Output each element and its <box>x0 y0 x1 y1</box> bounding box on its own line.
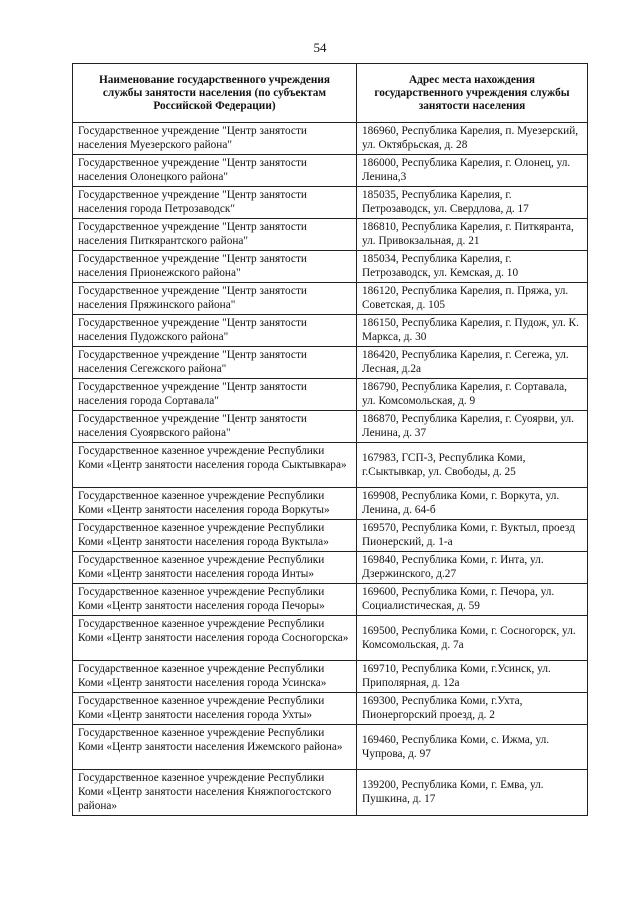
institution-name-cell: Государственное казенное учреждение Республики Коми «Центр занятости населения города Печоры» <box>73 584 357 616</box>
address-cell: 169570, Республика Коми, г. Вуктыл, проезд Пионерский, д. 1-а <box>357 520 588 552</box>
institution-name-cell: Государственное казенное учреждение Республики Коми «Центр занятости населения города Ухты» <box>73 693 357 725</box>
table-row <box>73 693 588 725</box>
header-institution-name: Наименование государственного учреждения службы занятости населения (по субъектам Российской Федерации) <box>73 64 357 123</box>
table-row <box>73 725 588 770</box>
institution-name-cell: Государственное казенное учреждение Республики Коми «Центр занятости населения города Вуктыла» <box>73 520 357 552</box>
address-cell: 186960, Республика Карелия, п. Муезерский, ул. Октябрьская, д. 28 <box>357 123 588 155</box>
table-row <box>73 315 588 347</box>
institution-name-cell: Государственное казенное учреждение Республики Коми «Центр занятости населения города Сосногорска» <box>73 616 357 661</box>
address-cell: 169500, Республика Коми, г. Сосногорск, ул. Комсомольская, д. 7а <box>357 616 588 661</box>
institution-name-cell: Государственное учреждение "Центр занятости населения Питкярантского района" <box>73 219 357 251</box>
address-cell: 185035, Республика Карелия, г. Петрозаводск, ул. Свердлова, д. 17 <box>357 187 588 219</box>
address-cell: 186000, Республика Карелия, г. Олонец, ул. Ленина,3 <box>357 155 588 187</box>
institution-name-cell: Государственное казенное учреждение Республики Коми «Центр занятости населения Ижемского района» <box>73 725 357 770</box>
address-cell: 169300, Республика Коми, г.Ухта, Пионергорский проезд, д. 2 <box>357 693 588 725</box>
institution-name-cell: Государственное учреждение "Центр занятости населения Пряжинского района" <box>73 283 357 315</box>
table-row <box>73 584 588 616</box>
address-cell: 185034, Республика Карелия, г. Петрозаводск, ул. Кемская, д. 10 <box>357 251 588 283</box>
table-row <box>73 219 588 251</box>
page-number: 54 <box>313 40 327 55</box>
table-row <box>73 770 588 816</box>
address-cell: 169710, Республика Коми, г.Усинск, ул. Приполярная, д. 12а <box>357 661 588 693</box>
table-row <box>73 616 588 661</box>
address-cell: 186870, Республика Карелия, г. Суоярви, ул. Ленина, д. 37 <box>357 411 588 443</box>
table-row <box>73 379 588 411</box>
institution-name-cell: Государственное учреждение "Центр занятости населения Олонецкого района" <box>73 155 357 187</box>
institution-name-cell: Государственное учреждение "Центр занятости населения Сегежского района" <box>73 347 357 379</box>
table-row <box>73 661 588 693</box>
address-cell: 186150, Республика Карелия, г. Пудож, ул. К. Маркса, д. 30 <box>357 315 588 347</box>
address-cell: 169908, Республика Коми, г. Воркута, ул. Ленина, д. 64-б <box>357 488 588 520</box>
table-row <box>73 411 588 443</box>
address-cell: 169460, Республика Коми, с. Ижма, ул. Чупрова, д. 97 <box>357 725 588 770</box>
institution-name-cell: Государственное учреждение "Центр занятости населения Пудожского района" <box>73 315 357 347</box>
address-cell: 139200, Республика Коми, г. Емва, ул. Пушкина, д. 17 <box>357 770 588 816</box>
table-row <box>73 187 588 219</box>
institution-name-cell: Государственное учреждение "Центр занятости населения города Сортавала" <box>73 379 357 411</box>
table-row <box>73 552 588 584</box>
table-row <box>73 251 588 283</box>
institution-name-cell: Государственное учреждение "Центр занятости населения города Петрозаводск" <box>73 187 357 219</box>
address-cell: 186810, Республика Карелия, г. Питкяранта, ул. Привокзальная, д. 21 <box>357 219 588 251</box>
table-row <box>73 488 588 520</box>
table-row <box>73 283 588 315</box>
institution-name-cell: Государственное казенное учреждение Республики Коми «Центр занятости населения Княжпогостского района» <box>73 770 357 816</box>
institution-name-cell: Государственное казенное учреждение Республики Коми «Центр занятости населения города Сыктывкара» <box>73 443 357 488</box>
table-row <box>73 520 588 552</box>
header-address: Адрес места нахождения государственного учреждения службы занятости населения <box>357 64 588 123</box>
table-row <box>73 443 588 488</box>
address-cell: 186120, Республика Карелия, п. Пряжа, ул. Советская, д. 105 <box>357 283 588 315</box>
address-cell: 186790, Республика Карелия, г. Сортавала, ул. Комсомольская, д. 9 <box>357 379 588 411</box>
table-row <box>73 347 588 379</box>
address-cell: 169600, Республика Коми, г. Печора, ул. Социалистическая, д. 59 <box>357 584 588 616</box>
address-cell: 167983, ГСП-3, Республика Коми, г.Сыктывкар, ул. Свободы, д. 25 <box>357 443 588 488</box>
institution-name-cell: Государственное казенное учреждение Республики Коми «Центр занятости населения города Усинска» <box>73 661 357 693</box>
institution-name-cell: Государственное казенное учреждение Республики Коми «Центр занятости населения города Инты» <box>73 552 357 584</box>
address-cell: 186420, Республика Карелия, г. Сегежа, ул. Лесная, д.2а <box>357 347 588 379</box>
table-header-row <box>73 64 588 123</box>
institution-name-cell: Государственное казенное учреждение Республики Коми «Центр занятости населения города Воркуты» <box>73 488 357 520</box>
address-cell: 169840, Республика Коми, г. Инта, ул. Дзержинского, д.27 <box>357 552 588 584</box>
table-row <box>73 123 588 155</box>
employment-centers-table <box>72 63 588 816</box>
institution-name-cell: Государственное учреждение "Центр занятости населения Муезерского района" <box>73 123 357 155</box>
institution-name-cell: Государственное учреждение "Центр занятости населения Суоярвского района" <box>73 411 357 443</box>
institution-name-cell: Государственное учреждение "Центр занятости населения Прионежского района" <box>73 251 357 283</box>
table-row <box>73 155 588 187</box>
